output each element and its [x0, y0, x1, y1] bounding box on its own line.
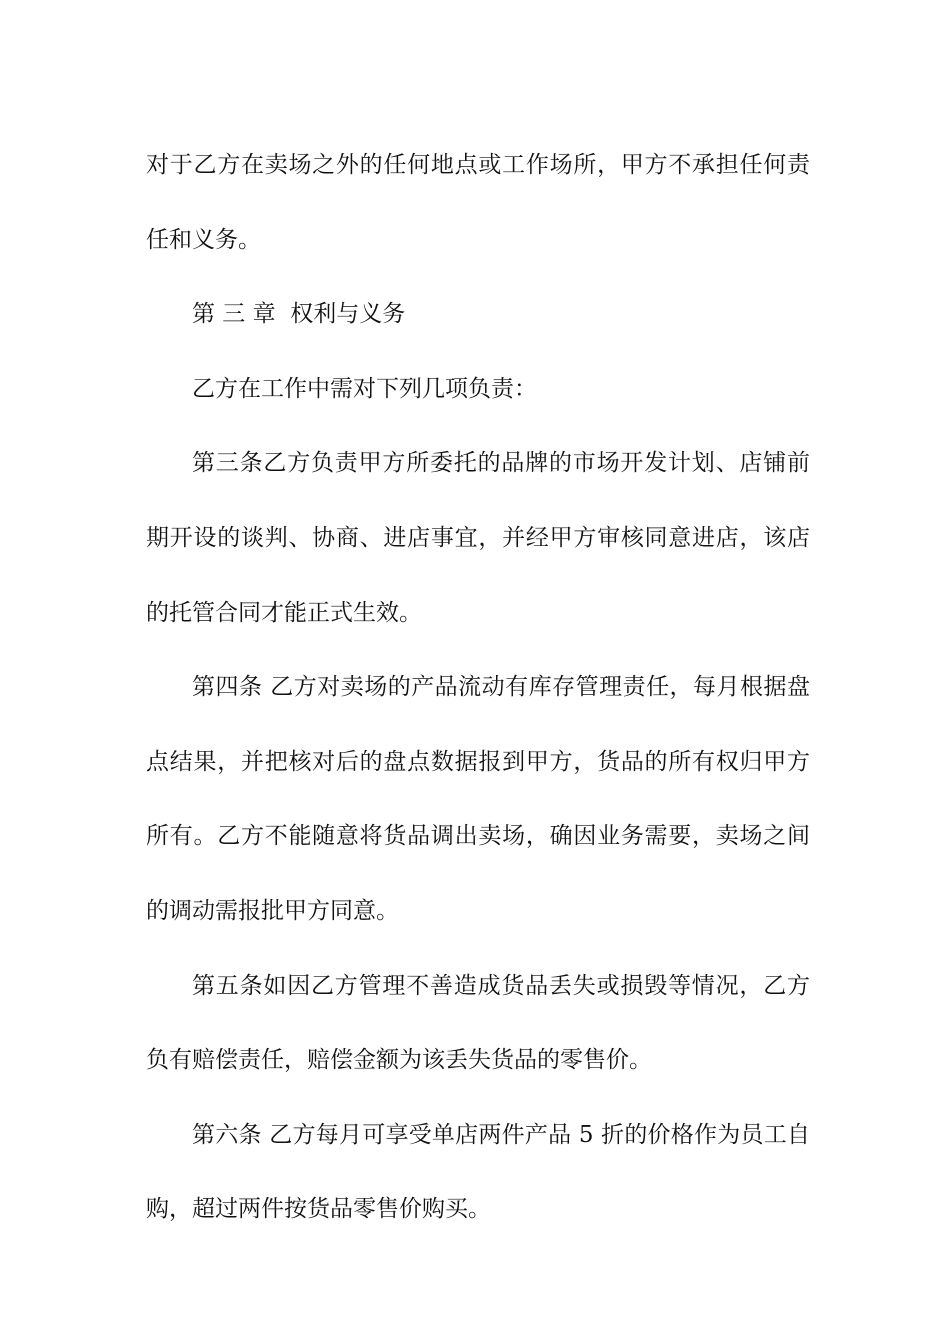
document-body — [146, 128, 810, 1247]
paragraph-article-6: 第六条 乙方每月可享受单店两件产品 5 折的价格作为员工自购，超过两件按货品零售价购买。 — [146, 1121, 810, 1223]
paragraph-intro: 乙方在工作中需对下列几项负责： — [192, 375, 537, 402]
paragraph-article-3: 第三条乙方负责甲方所委托的品牌的市场开发计划、店铺前期开设的谈判、协商、进店事宜，并经甲方审核同意进店，该店的托管合同才能正式生效。 — [146, 450, 810, 626]
chapter-heading: 第 三 章 权利与义务 — [192, 301, 406, 328]
paragraph-article-4: 第四条 乙方对卖场的产品流动有库存管理责任，每月根据盘点结果，并把核对后的盘点数据报到甲方，货品的所有权归甲方所有。乙方不能随意将货品调出卖场，确因业务需要，卖场之间的调动需报批甲方同意。 — [146, 674, 810, 924]
paragraph-continuation: 对于乙方在卖场之外的任何地点或工作场所，甲方不承担任何责任和义务。 — [146, 152, 810, 253]
paragraph-article-5: 第五条如因乙方管理不善造成货品丢失或损毁等情况，乙方负有赔偿责任，赔偿金额为该丢失货品的零售价。 — [146, 972, 810, 1074]
